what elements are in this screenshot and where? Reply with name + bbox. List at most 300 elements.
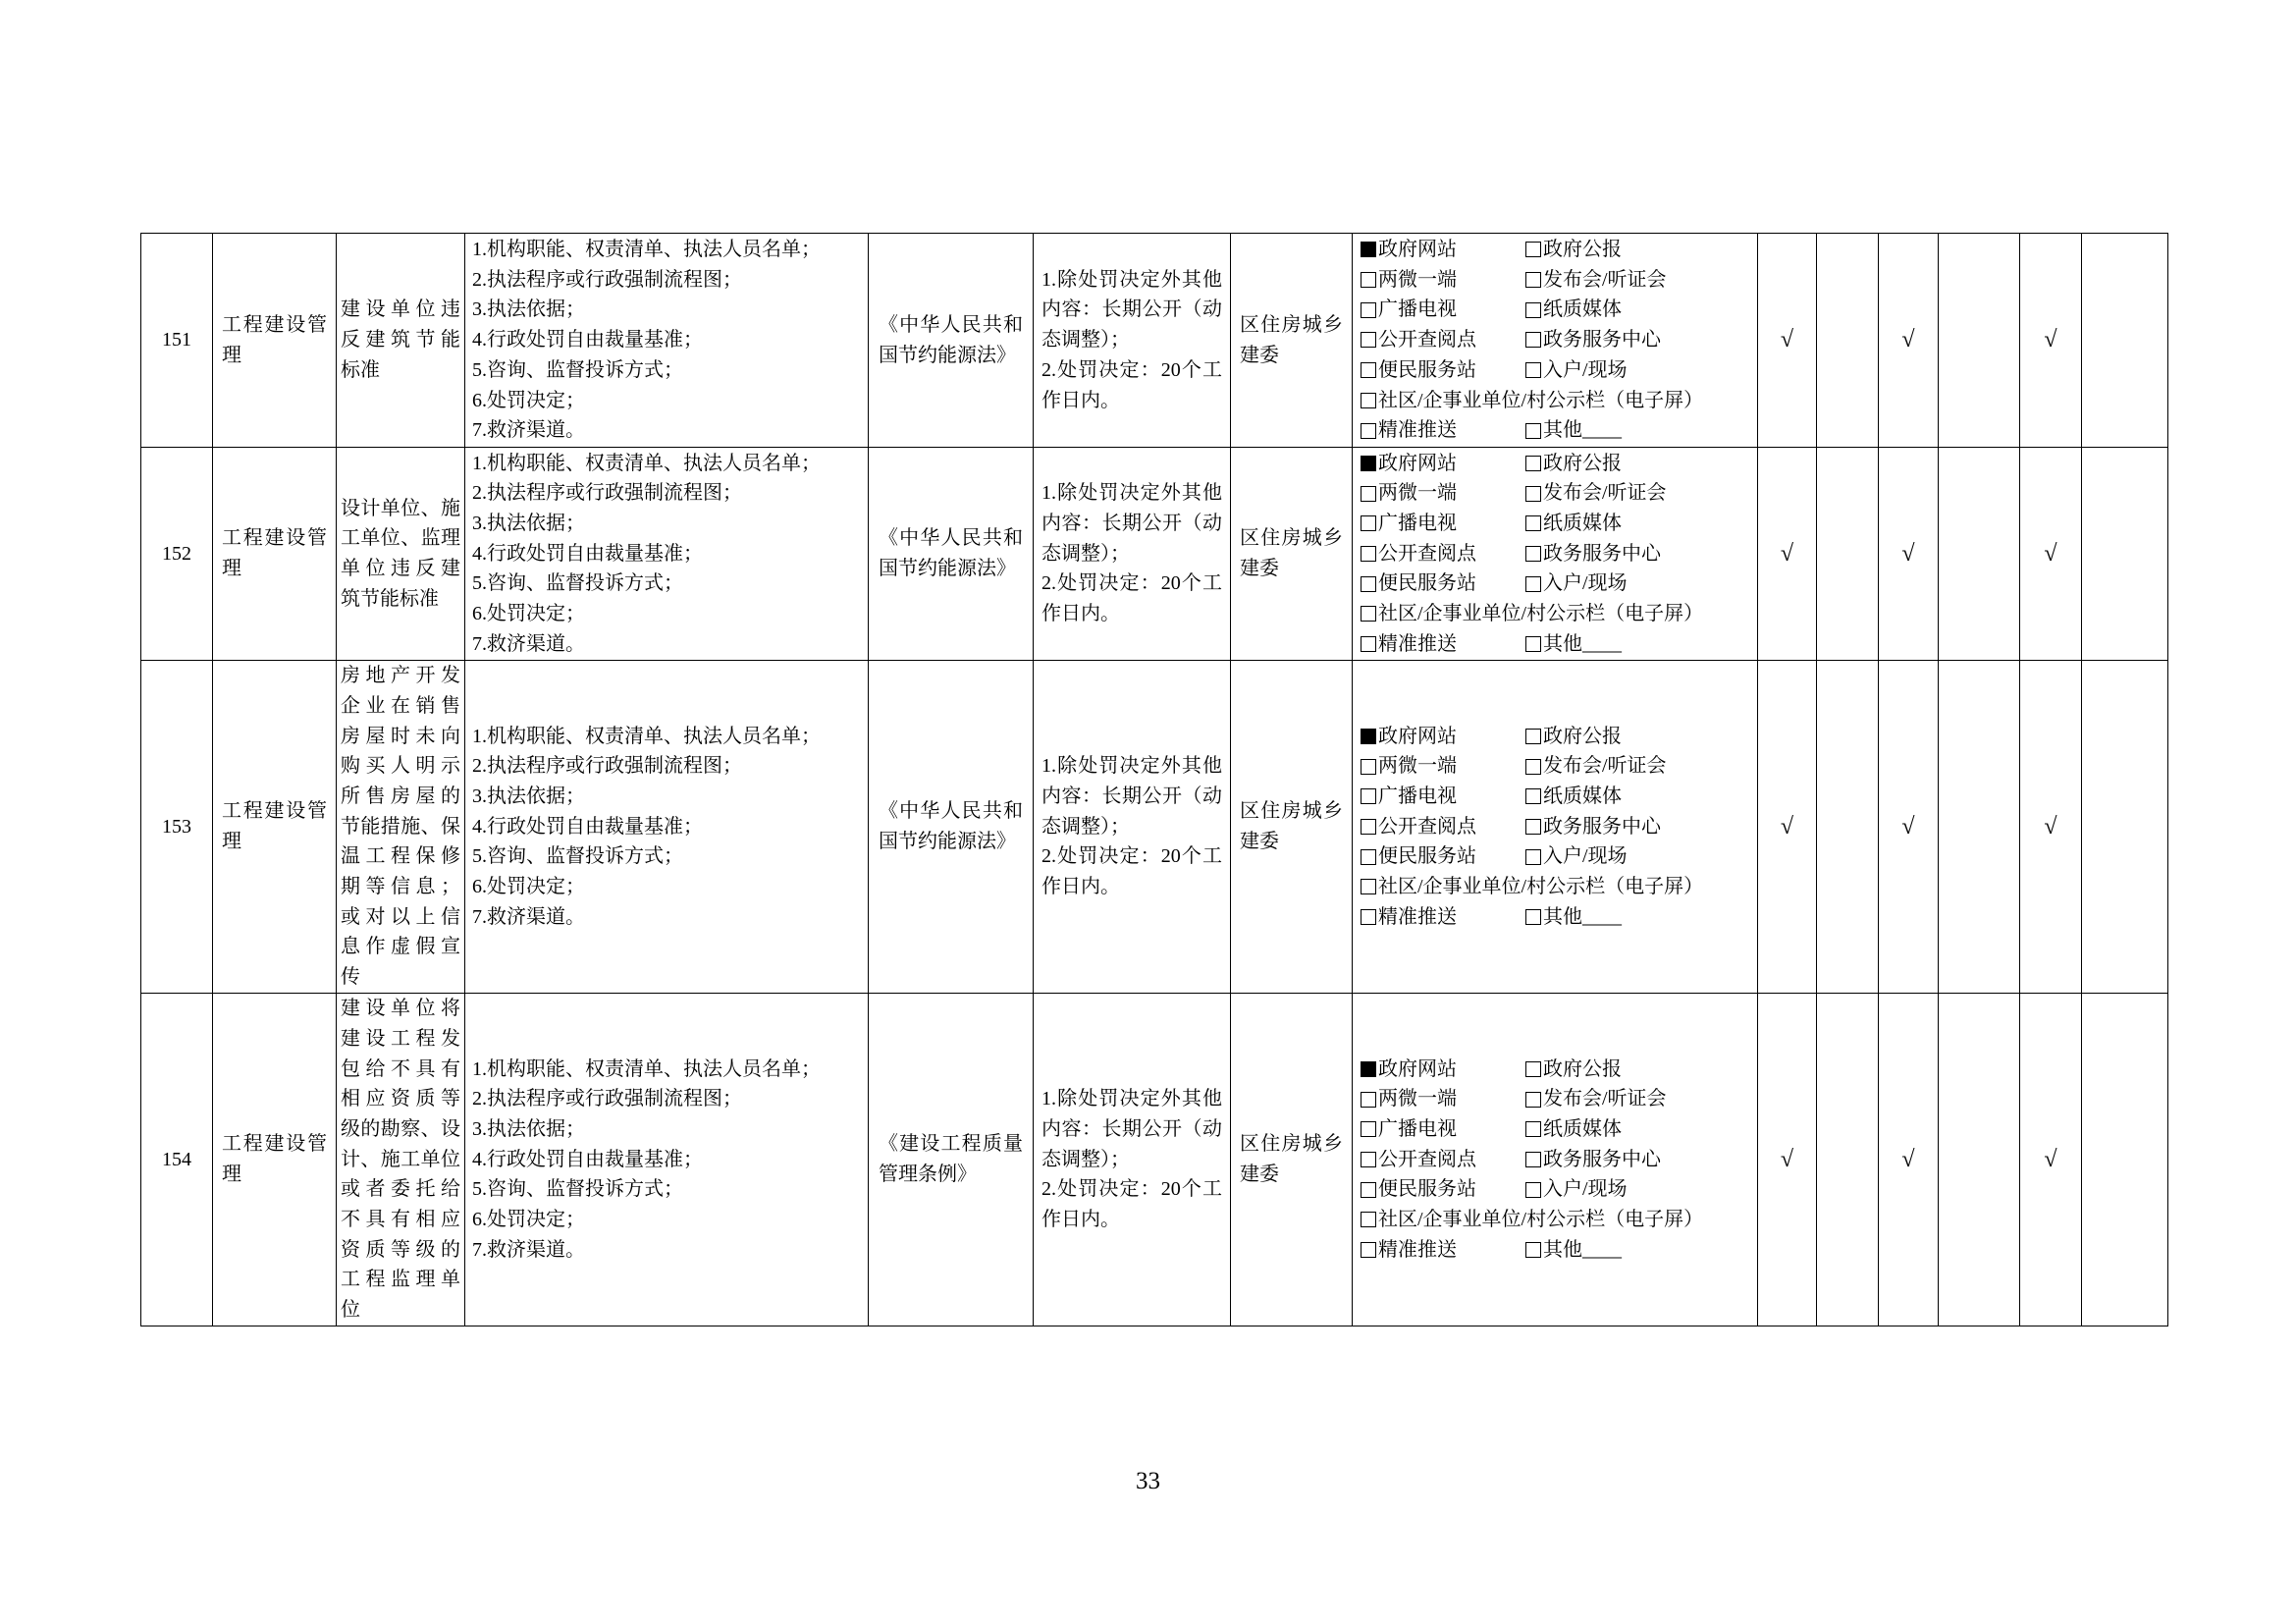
channel-option bbox=[1525, 1145, 1661, 1175]
content-line: 2.执法程序或行政强制流程图； bbox=[472, 268, 742, 291]
item-line: 息作虚假宣 bbox=[341, 936, 460, 958]
channel-option bbox=[1361, 1174, 1525, 1205]
checked-box-icon bbox=[1361, 242, 1376, 257]
channel-line bbox=[1361, 1084, 1749, 1114]
basis-text bbox=[879, 523, 1023, 583]
channel-option bbox=[1525, 415, 1622, 446]
subject-cell bbox=[1231, 661, 1353, 994]
timing-text bbox=[1041, 568, 1222, 628]
item-line: 标准 bbox=[341, 358, 380, 381]
channel-option bbox=[1361, 539, 1525, 569]
channel-line bbox=[1361, 872, 1749, 902]
row-number: 151 bbox=[141, 234, 213, 448]
channel-option bbox=[1525, 1055, 1622, 1085]
category-text bbox=[222, 1129, 327, 1189]
subject-line: 区住房城乡 bbox=[1240, 527, 1343, 550]
table-row bbox=[141, 234, 2168, 448]
channel-label: 政府公报 bbox=[1543, 725, 1622, 747]
unchecked-box-icon bbox=[1361, 393, 1376, 408]
unchecked-box-icon bbox=[1525, 909, 1541, 925]
unchecked-box-icon bbox=[1525, 272, 1541, 288]
channel-option bbox=[1361, 872, 1703, 902]
subject-text bbox=[1240, 1129, 1343, 1189]
channel-label: 两微一端 bbox=[1378, 1088, 1457, 1110]
timing-text bbox=[1041, 1174, 1222, 1234]
channel-line bbox=[1361, 539, 1749, 569]
channel-label: 发布会/听证会 bbox=[1543, 1088, 1667, 1110]
check-mark-cell: √ bbox=[2020, 994, 2082, 1326]
category-line: 工程建设管 bbox=[222, 1133, 327, 1156]
timing-line: 内容：长期公开（动 bbox=[1041, 298, 1222, 321]
channel-label: 公开查阅点 bbox=[1378, 542, 1476, 565]
subject-cell bbox=[1231, 448, 1353, 661]
checked-box-icon bbox=[1361, 729, 1376, 744]
unchecked-box-icon bbox=[1525, 636, 1541, 652]
channel-option bbox=[1525, 1235, 1622, 1266]
content-cell bbox=[465, 448, 869, 661]
category-text bbox=[222, 310, 327, 370]
category-line: 理 bbox=[222, 1164, 241, 1185]
channel-option bbox=[1525, 841, 1628, 872]
channel-label: 广播电视 bbox=[1378, 512, 1457, 534]
item-line: 级的勘察、设 bbox=[341, 1117, 460, 1140]
channel-line bbox=[1361, 478, 1749, 509]
channel-label: 公开查阅点 bbox=[1378, 1148, 1476, 1170]
unchecked-box-icon bbox=[1525, 332, 1541, 348]
item-line: 建设单位违 bbox=[341, 298, 460, 321]
category-line: 工程建设管 bbox=[222, 800, 327, 823]
unchecked-box-icon bbox=[1525, 1182, 1541, 1198]
table-row bbox=[141, 661, 2168, 994]
item-line: 工程监理单 bbox=[341, 1269, 460, 1291]
check-mark-cell bbox=[1817, 994, 1879, 1326]
channel-option bbox=[1361, 478, 1525, 509]
channel-option bbox=[1361, 841, 1525, 872]
row-number: 152 bbox=[141, 448, 213, 661]
item-line: 期等信息； bbox=[341, 876, 460, 898]
channel-line bbox=[1361, 1145, 1749, 1175]
channel-option bbox=[1525, 235, 1622, 265]
timing-cell bbox=[1034, 234, 1231, 448]
subject-line: 建委 bbox=[1240, 344, 1279, 366]
unchecked-box-icon bbox=[1361, 1212, 1376, 1227]
unchecked-box-icon bbox=[1525, 546, 1541, 562]
timing-line: 态调整）； bbox=[1041, 815, 1130, 838]
unchecked-box-icon bbox=[1525, 242, 1541, 257]
check-mark-cell: √ bbox=[1879, 448, 1939, 661]
channel-line bbox=[1361, 325, 1749, 355]
basis-line: 《建设工程质量 bbox=[879, 1133, 1023, 1156]
item-line: 或对以上信 bbox=[341, 905, 460, 928]
timing-line: 作日内。 bbox=[1041, 603, 1120, 625]
channel-label: 政府网站 bbox=[1378, 1057, 1457, 1080]
check-mark-cell: √ bbox=[2020, 448, 2082, 661]
item-cell bbox=[337, 448, 465, 661]
channel-line bbox=[1361, 722, 1749, 752]
unchecked-box-icon bbox=[1361, 362, 1376, 378]
channel-label: 便民服务站 bbox=[1378, 358, 1476, 381]
channel-line bbox=[1361, 599, 1749, 629]
unchecked-box-icon bbox=[1361, 515, 1376, 531]
timing-line: 2.处罚决定：20个工 bbox=[1041, 845, 1222, 868]
channel-option bbox=[1525, 629, 1622, 660]
content-line: 7.救济渠道。 bbox=[472, 632, 585, 655]
channel-label: 政府公报 bbox=[1543, 452, 1622, 474]
timing-text bbox=[1041, 265, 1222, 355]
channel-option bbox=[1361, 782, 1525, 812]
channel-option bbox=[1525, 782, 1622, 812]
basis-cell bbox=[869, 994, 1034, 1326]
content-cell bbox=[465, 234, 869, 448]
unchecked-box-icon bbox=[1525, 819, 1541, 835]
item-cell bbox=[337, 234, 465, 448]
timing-line: 作日内。 bbox=[1041, 1209, 1120, 1231]
basis-line: 国节约能源法》 bbox=[879, 831, 1016, 852]
item-text bbox=[341, 994, 460, 1326]
channel-line bbox=[1361, 812, 1749, 842]
category-text bbox=[222, 796, 327, 856]
checked-box-icon bbox=[1361, 1061, 1376, 1077]
channel-label: 精准推送 bbox=[1378, 1238, 1457, 1261]
channel-line bbox=[1361, 629, 1749, 660]
unchecked-box-icon bbox=[1361, 819, 1376, 835]
basis-line: 《中华人民共和 bbox=[879, 313, 1023, 336]
row-number: 154 bbox=[141, 994, 213, 1326]
content-line: 1.机构职能、权责清单、执法人员名单； bbox=[472, 239, 821, 261]
channel-label: 公开查阅点 bbox=[1378, 815, 1476, 838]
check-mark-cell: √ bbox=[1758, 661, 1817, 994]
channel-option bbox=[1361, 295, 1525, 325]
check-mark-cell bbox=[2082, 994, 2168, 1326]
channel-option bbox=[1525, 812, 1661, 842]
channel-label: 社区/企事业单位/村公示栏（电子屏） bbox=[1378, 603, 1704, 625]
channel-label: 其他____ bbox=[1543, 905, 1622, 928]
unchecked-box-icon bbox=[1525, 1152, 1541, 1167]
unchecked-box-icon bbox=[1361, 636, 1376, 652]
channel-option bbox=[1525, 478, 1667, 509]
unchecked-box-icon bbox=[1361, 576, 1376, 592]
item-line: 设计单位、施 bbox=[341, 497, 460, 519]
unchecked-box-icon bbox=[1525, 1061, 1541, 1077]
channel-line bbox=[1361, 1114, 1749, 1145]
channel-label: 其他____ bbox=[1543, 1238, 1622, 1261]
content-line: 6.处罚决定； bbox=[472, 389, 585, 411]
item-line: 或者委托给 bbox=[341, 1178, 460, 1201]
channels-cell bbox=[1353, 994, 1758, 1326]
unchecked-box-icon bbox=[1361, 272, 1376, 288]
content-line: 5.咨询、监督投诉方式； bbox=[472, 358, 683, 381]
item-text bbox=[341, 295, 460, 385]
check-mark-cell: √ bbox=[1758, 234, 1817, 448]
unchecked-box-icon bbox=[1361, 546, 1376, 562]
content-line: 5.咨询、监督投诉方式； bbox=[472, 845, 683, 868]
item-line: 建设单位将 bbox=[341, 998, 460, 1020]
channel-label: 广播电视 bbox=[1378, 785, 1457, 807]
channel-line bbox=[1361, 902, 1749, 933]
category-cell bbox=[213, 234, 337, 448]
channel-label: 政务服务中心 bbox=[1543, 1148, 1661, 1170]
channels-cell bbox=[1353, 234, 1758, 448]
basis-line: 管理条例》 bbox=[879, 1164, 977, 1185]
check-mark-cell: √ bbox=[1879, 661, 1939, 994]
unchecked-box-icon bbox=[1361, 1242, 1376, 1258]
timing-line: 态调整）； bbox=[1041, 1148, 1130, 1170]
unchecked-box-icon bbox=[1525, 759, 1541, 775]
channel-label: 入户/现场 bbox=[1543, 1178, 1628, 1201]
subject-text bbox=[1240, 310, 1343, 370]
channel-label: 政务服务中心 bbox=[1543, 542, 1661, 565]
channel-label: 纸质媒体 bbox=[1543, 785, 1622, 807]
channel-label: 便民服务站 bbox=[1378, 845, 1476, 868]
channel-option bbox=[1525, 722, 1622, 752]
basis-line: 《中华人民共和 bbox=[879, 800, 1023, 823]
channel-option bbox=[1525, 751, 1667, 782]
timing-line: 态调整）； bbox=[1041, 542, 1130, 565]
unchecked-box-icon bbox=[1361, 606, 1376, 622]
item-line: 单位违反建 bbox=[341, 558, 460, 579]
item-line: 不具有相应 bbox=[341, 1209, 460, 1231]
channel-label: 精准推送 bbox=[1378, 419, 1457, 442]
item-line: 工单位、监理 bbox=[341, 527, 460, 550]
timing-cell bbox=[1034, 661, 1231, 994]
channels-cell bbox=[1353, 448, 1758, 661]
channel-line bbox=[1361, 568, 1749, 599]
unchecked-box-icon bbox=[1361, 332, 1376, 348]
channel-label: 其他____ bbox=[1543, 632, 1622, 655]
category-cell bbox=[213, 661, 337, 994]
category-cell bbox=[213, 994, 337, 1326]
channel-label: 两微一端 bbox=[1378, 268, 1457, 291]
category-line: 理 bbox=[222, 831, 241, 852]
subject-line: 区住房城乡 bbox=[1240, 313, 1343, 336]
channel-label: 入户/现场 bbox=[1543, 845, 1628, 868]
channel-option bbox=[1361, 325, 1525, 355]
item-line: 购买人明示 bbox=[341, 755, 460, 778]
channel-line bbox=[1361, 415, 1749, 446]
unchecked-box-icon bbox=[1525, 1121, 1541, 1137]
basis-text bbox=[879, 310, 1023, 370]
unchecked-box-icon bbox=[1525, 1092, 1541, 1108]
channel-label: 社区/企事业单位/村公示栏（电子屏） bbox=[1378, 876, 1704, 898]
item-cell bbox=[337, 661, 465, 994]
content-line: 7.救济渠道。 bbox=[472, 905, 585, 928]
basis-line: 《中华人民共和 bbox=[879, 527, 1023, 550]
content-line: 2.执法程序或行政强制流程图； bbox=[472, 482, 742, 505]
channel-label: 纸质媒体 bbox=[1543, 1117, 1622, 1140]
subject-text bbox=[1240, 796, 1343, 856]
item-line: 节能措施、保 bbox=[341, 815, 460, 838]
check-mark-cell bbox=[1817, 234, 1879, 448]
channel-option bbox=[1361, 751, 1525, 782]
channel-label: 纸质媒体 bbox=[1543, 512, 1622, 534]
channel-line bbox=[1361, 1174, 1749, 1205]
channel-option bbox=[1525, 295, 1622, 325]
item-cell bbox=[337, 994, 465, 1326]
channel-line bbox=[1361, 355, 1749, 386]
page-number: 33 bbox=[1136, 1468, 1160, 1494]
channel-option bbox=[1361, 1114, 1525, 1145]
basis-cell bbox=[869, 234, 1034, 448]
channel-option bbox=[1361, 722, 1525, 752]
check-mark-cell bbox=[2082, 234, 2168, 448]
content-cell bbox=[465, 994, 869, 1326]
channel-option bbox=[1525, 539, 1661, 569]
unchecked-box-icon bbox=[1525, 849, 1541, 865]
check-mark-cell bbox=[2082, 661, 2168, 994]
content-line: 6.处罚决定； bbox=[472, 603, 585, 625]
item-line: 包给不具有 bbox=[341, 1057, 460, 1080]
timing-text bbox=[1041, 751, 1222, 841]
basis-line: 国节约能源法》 bbox=[879, 344, 1016, 366]
item-line: 资质等级的 bbox=[341, 1238, 460, 1261]
channel-option bbox=[1361, 449, 1525, 479]
channel-label: 入户/现场 bbox=[1543, 572, 1628, 595]
category-line: 理 bbox=[222, 344, 241, 366]
channel-label: 便民服务站 bbox=[1378, 572, 1476, 595]
content-line: 3.执法依据； bbox=[472, 1117, 585, 1140]
item-line: 相应资质等 bbox=[341, 1088, 460, 1110]
content-line: 3.执法依据； bbox=[472, 512, 585, 534]
channel-line bbox=[1361, 1205, 1749, 1235]
channel-label: 发布会/听证会 bbox=[1543, 755, 1667, 778]
channel-option bbox=[1361, 902, 1525, 933]
channel-line bbox=[1361, 449, 1749, 479]
content-line: 1.机构职能、权责清单、执法人员名单； bbox=[472, 1057, 821, 1080]
basis-line: 国节约能源法》 bbox=[879, 558, 1016, 579]
channel-label: 两微一端 bbox=[1378, 482, 1457, 505]
content-cell bbox=[465, 661, 869, 994]
unchecked-box-icon bbox=[1525, 456, 1541, 471]
channel-option bbox=[1525, 568, 1628, 599]
channel-line bbox=[1361, 235, 1749, 265]
check-mark-cell bbox=[1939, 994, 2020, 1326]
subject-line: 建委 bbox=[1240, 1164, 1279, 1185]
channel-label: 入户/现场 bbox=[1543, 358, 1628, 381]
basis-text bbox=[879, 796, 1023, 856]
channel-option bbox=[1525, 902, 1622, 933]
channel-option bbox=[1361, 509, 1525, 539]
check-mark-cell: √ bbox=[1758, 994, 1817, 1326]
content-line: 7.救济渠道。 bbox=[472, 419, 585, 442]
category-text bbox=[222, 523, 327, 583]
channel-option bbox=[1361, 812, 1525, 842]
content-line: 4.行政处罚自由裁量基准； bbox=[472, 1148, 703, 1170]
item-line: 所售房屋的 bbox=[341, 785, 460, 807]
subject-line: 区住房城乡 bbox=[1240, 1133, 1343, 1156]
content-line: 1.机构职能、权责清单、执法人员名单； bbox=[472, 725, 821, 747]
channel-label: 社区/企事业单位/村公示栏（电子屏） bbox=[1378, 1209, 1704, 1231]
content-text bbox=[472, 449, 861, 660]
unchecked-box-icon bbox=[1361, 1121, 1376, 1137]
content-line: 2.执法程序或行政强制流程图； bbox=[472, 1088, 742, 1110]
timing-text bbox=[1041, 841, 1222, 901]
channel-option bbox=[1361, 415, 1525, 446]
content-line: 5.咨询、监督投诉方式； bbox=[472, 572, 683, 595]
channel-label: 两微一端 bbox=[1378, 755, 1457, 778]
content-text bbox=[472, 1055, 861, 1266]
channel-option bbox=[1361, 386, 1703, 416]
unchecked-box-icon bbox=[1525, 1242, 1541, 1258]
check-mark-cell bbox=[1939, 448, 2020, 661]
content-line: 1.机构职能、权责清单、执法人员名单； bbox=[472, 452, 821, 474]
channel-label: 政府网站 bbox=[1378, 452, 1457, 474]
content-line: 4.行政处罚自由裁量基准； bbox=[472, 815, 703, 838]
channel-label: 发布会/听证会 bbox=[1543, 268, 1667, 291]
subject-cell bbox=[1231, 234, 1353, 448]
timing-line: 内容：长期公开（动 bbox=[1041, 785, 1222, 807]
category-line: 工程建设管 bbox=[222, 313, 327, 336]
unchecked-box-icon bbox=[1525, 362, 1541, 378]
timing-cell bbox=[1034, 448, 1231, 661]
content-line: 3.执法依据； bbox=[472, 785, 585, 807]
check-mark-cell: √ bbox=[1879, 994, 1939, 1326]
item-text bbox=[341, 494, 460, 615]
channel-label: 广播电视 bbox=[1378, 1117, 1457, 1140]
channel-label: 精准推送 bbox=[1378, 632, 1457, 655]
unchecked-box-icon bbox=[1361, 788, 1376, 804]
content-line: 5.咨询、监督投诉方式； bbox=[472, 1178, 683, 1201]
channel-label: 政府网站 bbox=[1378, 239, 1457, 261]
unchecked-box-icon bbox=[1361, 909, 1376, 925]
timing-line: 1.除处罚决定外其他 bbox=[1041, 755, 1222, 778]
subject-line: 建委 bbox=[1240, 558, 1279, 579]
item-line: 房屋时未向 bbox=[341, 725, 460, 747]
item-line: 计、施工单位 bbox=[341, 1148, 460, 1170]
unchecked-box-icon bbox=[1361, 849, 1376, 865]
channel-line bbox=[1361, 1235, 1749, 1266]
timing-line: 作日内。 bbox=[1041, 389, 1120, 411]
content-line: 6.处罚决定； bbox=[472, 876, 585, 898]
channel-option bbox=[1361, 568, 1525, 599]
channel-option bbox=[1361, 599, 1703, 629]
category-cell bbox=[213, 448, 337, 661]
subject-line: 区住房城乡 bbox=[1240, 800, 1343, 823]
table-row bbox=[141, 994, 2168, 1326]
disclosure-table bbox=[140, 233, 2168, 1326]
unchecked-box-icon bbox=[1361, 423, 1376, 439]
channel-label: 其他____ bbox=[1543, 419, 1622, 442]
channel-option bbox=[1361, 1235, 1525, 1266]
content-line: 3.执法依据； bbox=[472, 298, 585, 321]
channel-option bbox=[1525, 355, 1628, 386]
content-line: 6.处罚决定； bbox=[472, 1209, 585, 1231]
channel-line bbox=[1361, 751, 1749, 782]
check-mark-cell bbox=[1939, 234, 2020, 448]
unchecked-box-icon bbox=[1525, 729, 1541, 744]
channel-label: 公开查阅点 bbox=[1378, 329, 1476, 352]
check-mark-cell bbox=[2082, 448, 2168, 661]
check-mark-cell: √ bbox=[1758, 448, 1817, 661]
subject-text bbox=[1240, 523, 1343, 583]
item-line: 建设工程发 bbox=[341, 1027, 460, 1050]
item-text bbox=[341, 661, 460, 993]
check-mark-cell: √ bbox=[1879, 234, 1939, 448]
channel-option bbox=[1525, 265, 1667, 296]
item-line: 位 bbox=[341, 1299, 360, 1322]
timing-line: 内容：长期公开（动 bbox=[1041, 512, 1222, 534]
channel-option bbox=[1361, 265, 1525, 296]
unchecked-box-icon bbox=[1525, 576, 1541, 592]
unchecked-box-icon bbox=[1361, 486, 1376, 502]
timing-line: 1.除处罚决定外其他 bbox=[1041, 268, 1222, 291]
timing-text bbox=[1041, 1084, 1222, 1174]
content-line: 4.行政处罚自由裁量基准； bbox=[472, 329, 703, 352]
content-line: 2.执法程序或行政强制流程图； bbox=[472, 755, 742, 778]
check-mark-cell bbox=[1939, 661, 2020, 994]
timing-line: 2.处罚决定：20个工 bbox=[1041, 1178, 1222, 1201]
channel-option bbox=[1525, 1084, 1667, 1114]
checked-box-icon bbox=[1361, 456, 1376, 471]
